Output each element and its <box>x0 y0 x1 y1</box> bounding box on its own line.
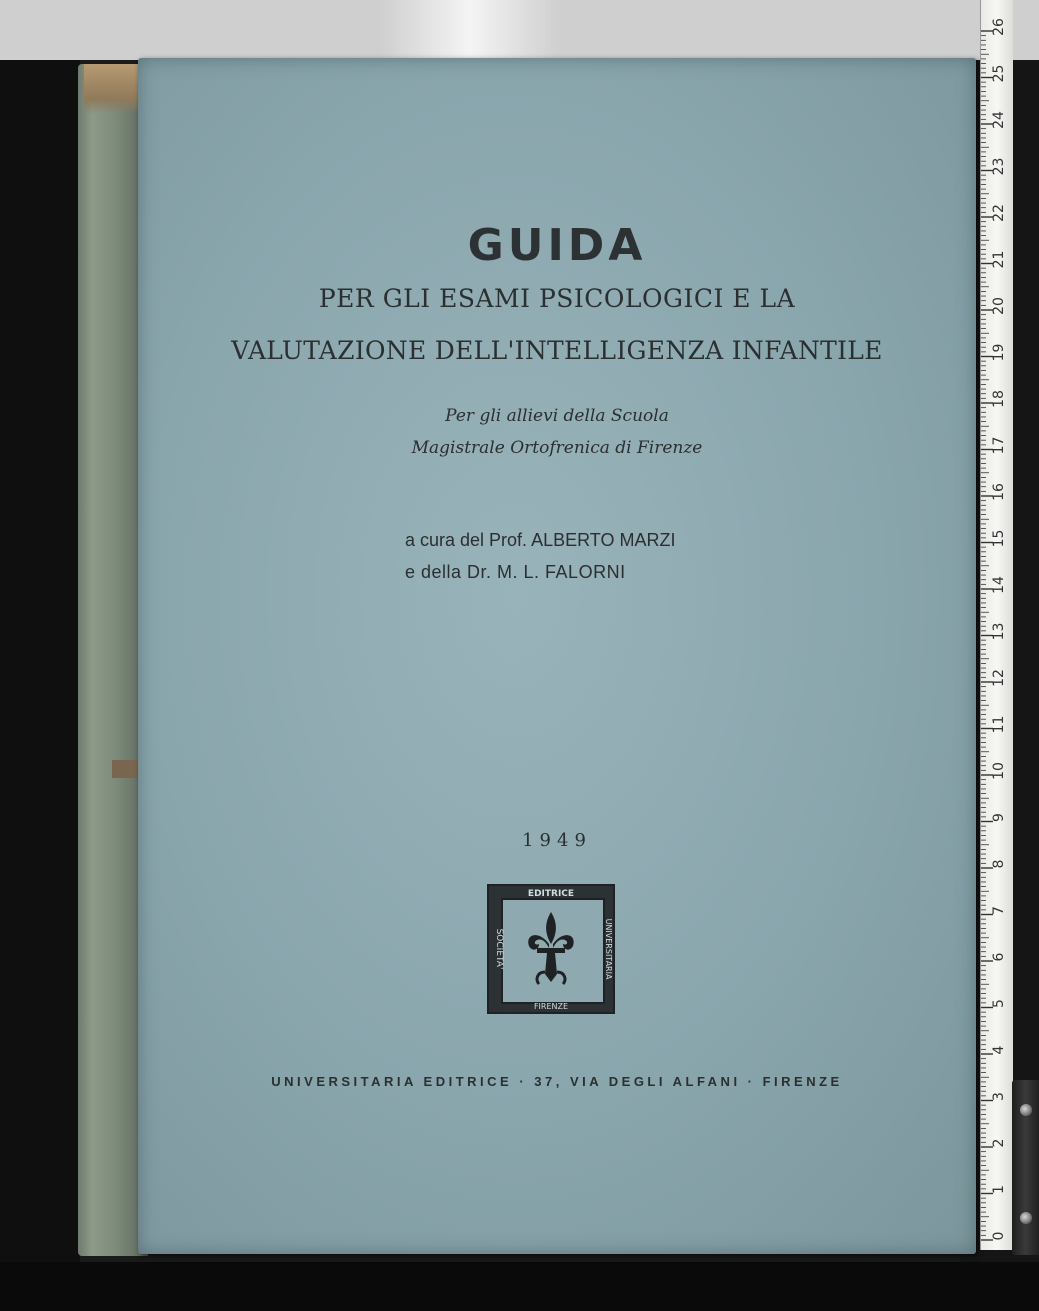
backdrop-bottom <box>0 1262 1039 1311</box>
ruler-label: 15 <box>991 529 1007 548</box>
backdrop-reflection <box>380 0 560 60</box>
book-cover <box>138 58 976 1254</box>
backdrop-left <box>0 60 80 1311</box>
ruler-label: 20 <box>991 297 1007 315</box>
cover-subtitle-line2: VALUTAZIONE DELL'INTELLIGENZA INFANTILE <box>231 336 883 365</box>
publisher-mark <box>487 884 615 1014</box>
fleur-de-lis-icon <box>528 912 573 984</box>
ruler-label: 6 <box>991 952 1007 962</box>
screw-icon <box>1020 1104 1032 1116</box>
ruler-scale <box>981 0 1013 1250</box>
measuring-ruler <box>980 0 1013 1250</box>
ruler-label: 13 <box>991 622 1007 641</box>
cover-editor-line2: e della Dr. M. L. FALORNI <box>405 562 626 582</box>
ruler-label: 11 <box>991 715 1007 734</box>
ruler-label: 10 <box>991 762 1007 780</box>
ruler-label: 3 <box>991 1092 1007 1101</box>
ruler-label: 0 <box>991 1231 1007 1241</box>
ruler-label: 21 <box>991 250 1007 269</box>
cover-subtitle-line1: PER GLI ESAMI PSICOLOGICI E LA <box>318 284 796 313</box>
cover-imprint: UNIVERSITARIA EDITRICE · 37, VIA DEGLI ALFANI · FIRENZE <box>271 1074 843 1089</box>
mark-bottom-text: FIRENZE <box>533 1002 569 1011</box>
ruler-label: 1 <box>991 1185 1007 1194</box>
ruler-label: 2 <box>991 1138 1007 1148</box>
cover-dedication-line2: Magistrale Ortofrenica di Firenze <box>411 438 703 458</box>
ruler-clip <box>1012 1080 1039 1255</box>
cover-dedication-line1: Per gli allievi della Scuola <box>445 406 669 426</box>
ruler-label: 26 <box>991 18 1007 36</box>
mark-top-text: EDITRICE <box>527 889 575 899</box>
ruler-label: 9 <box>991 813 1007 822</box>
ruler-label: 8 <box>991 859 1007 869</box>
cover-editor-line1: a cura del Prof. ALBERTO MARZI <box>405 530 676 550</box>
ruler-label: 25 <box>991 64 1007 83</box>
mark-left-text: SOCIETA' <box>494 928 504 970</box>
ruler-label: 16 <box>991 483 1007 501</box>
ruler-label: 19 <box>991 343 1007 362</box>
mark-right-text: UNIVERSITARIA <box>604 918 613 980</box>
ruler-label: 17 <box>991 436 1007 455</box>
ruler-label: 5 <box>991 999 1007 1008</box>
ruler-label: 12 <box>991 669 1007 687</box>
ruler-label: 14 <box>991 576 1007 594</box>
spine-wear <box>84 64 140 114</box>
ruler-label: 24 <box>991 111 1007 129</box>
ruler-label: 4 <box>991 1045 1007 1055</box>
ruler-label: 18 <box>991 390 1007 408</box>
ruler-label: 23 <box>991 157 1007 176</box>
cover-year: 1949 <box>522 830 592 851</box>
ruler-label: 22 <box>991 204 1007 222</box>
cover-title: GUIDA <box>467 220 647 271</box>
ruler-label: 7 <box>991 906 1007 915</box>
screw-icon <box>1020 1212 1032 1224</box>
publisher-mark-lettering <box>489 886 613 1012</box>
